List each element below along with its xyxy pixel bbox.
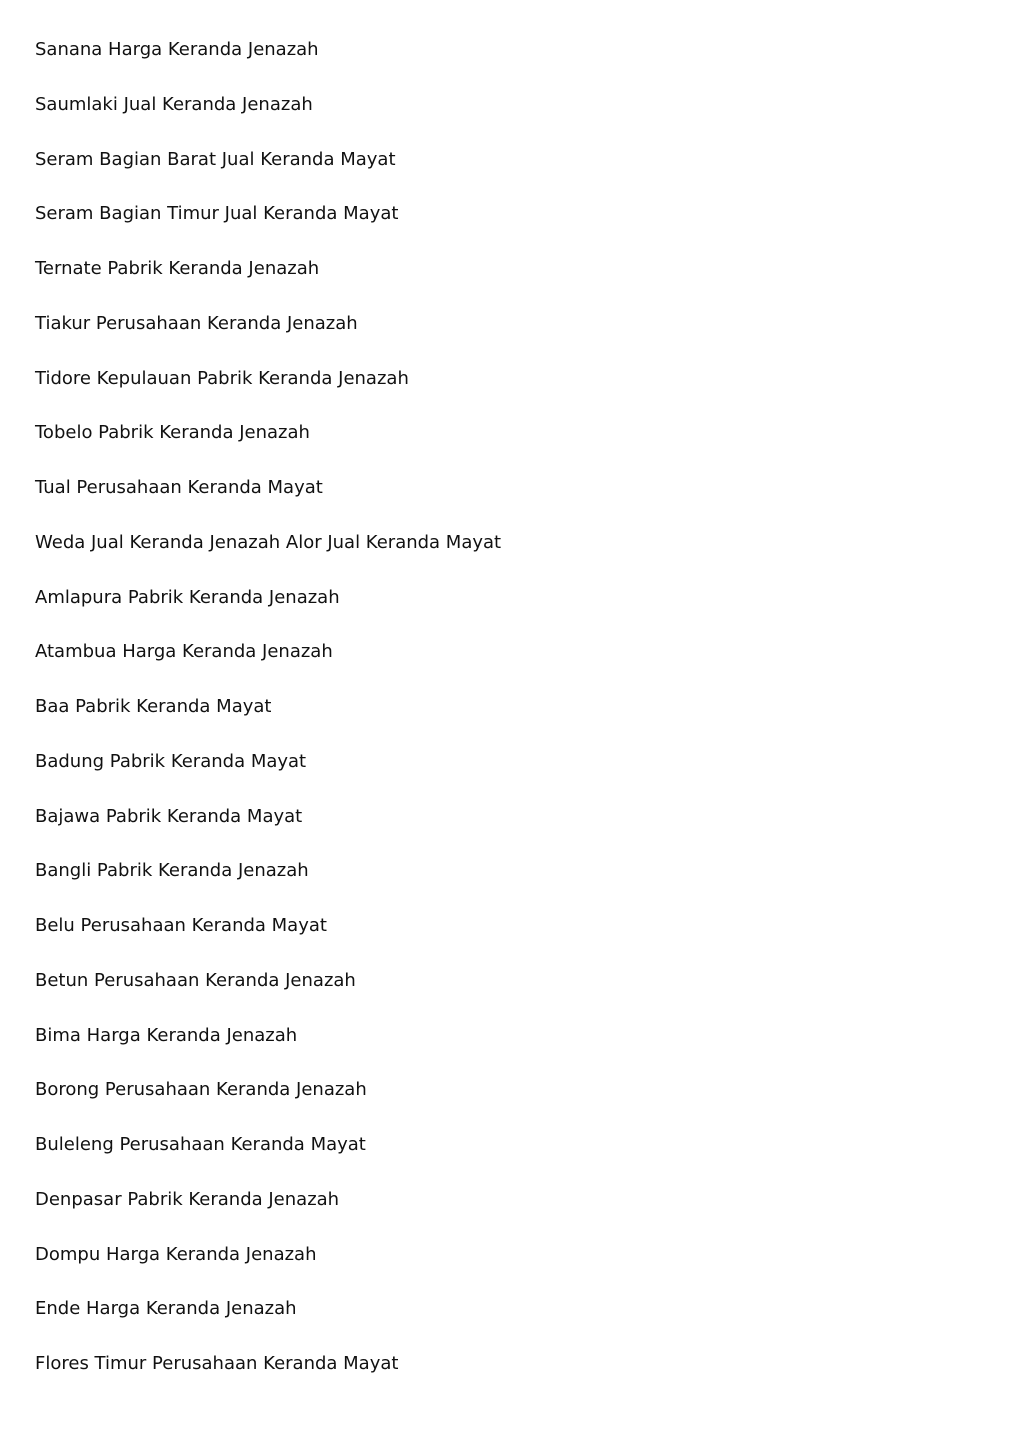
list-item: Ternate Pabrik Keranda Jenazah bbox=[35, 258, 320, 279]
list-item: Ende Harga Keranda Jenazah bbox=[35, 1298, 297, 1320]
list-item: Saumlaki Jual Keranda Jenazah bbox=[35, 93, 313, 115]
list-item: Betun Perusahaan Keranda Jenazah bbox=[35, 969, 356, 991]
list-item: Flores Timur Perusahaan Keranda Mayat bbox=[35, 1353, 399, 1374]
list-item: Tidore Kepulauan Pabrik Keranda Jenazah bbox=[35, 367, 409, 389]
list-item: Buleleng Perusahaan Keranda Mayat bbox=[35, 1134, 366, 1155]
list-item: Atambua Harga Keranda Jenazah bbox=[35, 641, 333, 663]
list-item: Tiakur Perusahaan Keranda Jenazah bbox=[35, 312, 358, 334]
list-item: Denpasar Pabrik Keranda Jenazah bbox=[35, 1188, 340, 1210]
list-item: Belu Perusahaan Keranda Mayat bbox=[35, 915, 327, 936]
list-item: Seram Bagian Barat Jual Keranda Mayat bbox=[35, 148, 396, 170]
list-item: Sanana Harga Keranda Jenazah bbox=[35, 39, 319, 60]
list-item: Tual Perusahaan Keranda Mayat bbox=[35, 477, 323, 498]
list-item: Amlapura Pabrik Keranda Jenazah bbox=[35, 586, 340, 608]
list-item: Dompu Harga Keranda Jenazah bbox=[35, 1243, 317, 1265]
list-item: Bangli Pabrik Keranda Jenazah bbox=[35, 860, 309, 882]
list-item: Borong Perusahaan Keranda Jenazah bbox=[35, 1079, 367, 1101]
list-item: Weda Jual Keranda Jenazah Alor Jual Keranda Mayat bbox=[35, 531, 502, 553]
list-item: Bima Harga Keranda Jenazah bbox=[35, 1024, 298, 1046]
list-item: Badung Pabrik Keranda Mayat bbox=[35, 750, 307, 772]
list-item: Baa Pabrik Keranda Mayat bbox=[35, 696, 272, 717]
list-item: Tobelo Pabrik Keranda Jenazah bbox=[35, 422, 310, 444]
list-item: Bajawa Pabrik Keranda Mayat bbox=[35, 805, 303, 827]
list-item: Seram Bagian Timur Jual Keranda Mayat bbox=[35, 203, 399, 225]
location-list bbox=[35, 35, 501, 1404]
